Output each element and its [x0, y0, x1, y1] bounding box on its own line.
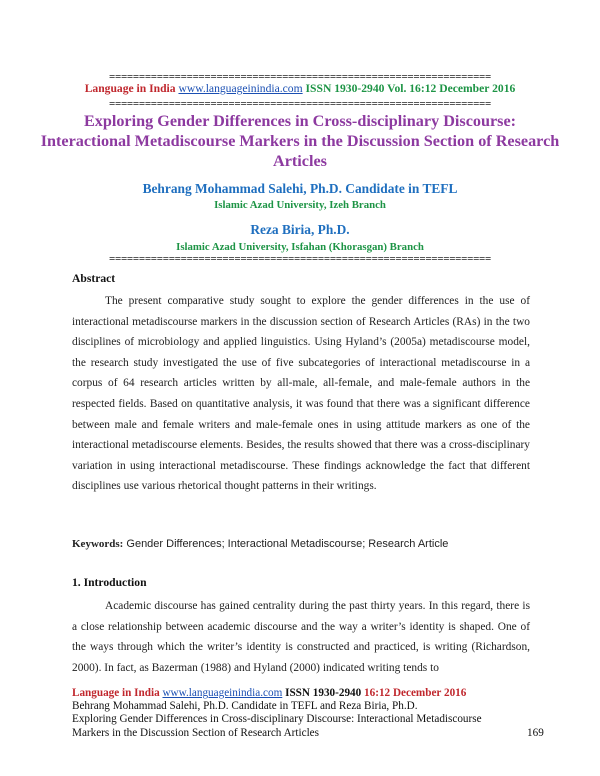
footer-url-link[interactable]: www.languageinindia.com [162, 687, 283, 699]
journal-header [0, 82, 600, 95]
page-footer [72, 687, 544, 740]
footer-journal-line [72, 687, 532, 700]
keywords [72, 538, 530, 550]
introduction-text: Academic discourse has gained centrality during the past thirty years. In this regard, there is a close relationship between academic discourse and the way a writer’s identity is shaped. One of the ways through which the writer’s identity is constructed and practiced, is writing (Richardson, 2000). In fact, as Bazerman (1988) and Hyland (2000) indicated writing tends to [72, 600, 530, 674]
introduction-heading: 1. Introduction [72, 576, 147, 589]
authors-rule: ================================================================ [109, 254, 491, 264]
author-1-affiliation: Islamic Azad University, Izeh Branch [214, 199, 386, 211]
journal-issn: ISSN 1930-2940 Vol. 16:12 December 2016 [305, 82, 516, 95]
author-2-name: Reza Biria, Ph.D. [250, 222, 350, 237]
footer-authors: Behrang Mohammad Salehi, Ph.D. Candidate in TEFL and Reza Biria, Ph.D. [72, 700, 418, 713]
journal-url-link[interactable]: www.languageinindia.com [178, 82, 303, 95]
footer-issn: ISSN 1930-2940 [285, 687, 362, 699]
footer-date: 16:12 December 2016 [364, 687, 467, 699]
footer-title-line-2-row [72, 726, 544, 740]
journal-name: Language in India [84, 82, 176, 95]
keywords-text: Gender Differences; Interactional Metadiscourse; Research Article [126, 538, 449, 550]
author-2-affiliation: Islamic Azad University, Isfahan (Khorasgan) Branch [176, 241, 424, 253]
header-rule-bottom: ================================================================ [109, 99, 491, 109]
abstract-text: The present comparative study sought to explore the gender differences in the use of interactional metadiscourse markers in the discussion section of Research Articles (RAs) in the two disciplines of microbiology and applied linguistics. Using Hyland’s (2005a) metadiscourse model, the research study investigated the use of five subcategories of interactional metadiscourse in a corpus of 64 research articles written by all-male, all-female, and male-female authors in the respected fields. Based on quantitative analysis, it was found that there was a significant difference between male and female writers and male-female ones in using attitude markers as one of the interactional metadiscourse elements. Besides, the results showed that there was a cross-disciplinary variation in using interactional metadiscourse. These findings acknowledge the fact that different disciplines use various rhetorical thought patterns in their writings. [72, 295, 530, 493]
paper-title: Exploring Gender Differences in Cross-disciplinary Discourse: Interactional Metadiscourse Markers in the Discussion Section of Research Articles [40, 112, 560, 170]
author-1-name: Behrang Mohammad Salehi, Ph.D. Candidate in TEFL [142, 181, 458, 196]
footer-journal-name: Language in India [72, 687, 160, 699]
page-number: 169 [527, 726, 544, 739]
footer-title-line-2: Markers in the Discussion Section of Research Articles [72, 726, 319, 739]
abstract-heading: Abstract [72, 272, 116, 285]
footer-title-line-1: Exploring Gender Differences in Cross-disciplinary Discourse: Interactional Metadiscourse [72, 713, 482, 726]
keywords-label: Keywords: [72, 538, 124, 550]
header-rule-top: ================================================================ [109, 72, 491, 82]
